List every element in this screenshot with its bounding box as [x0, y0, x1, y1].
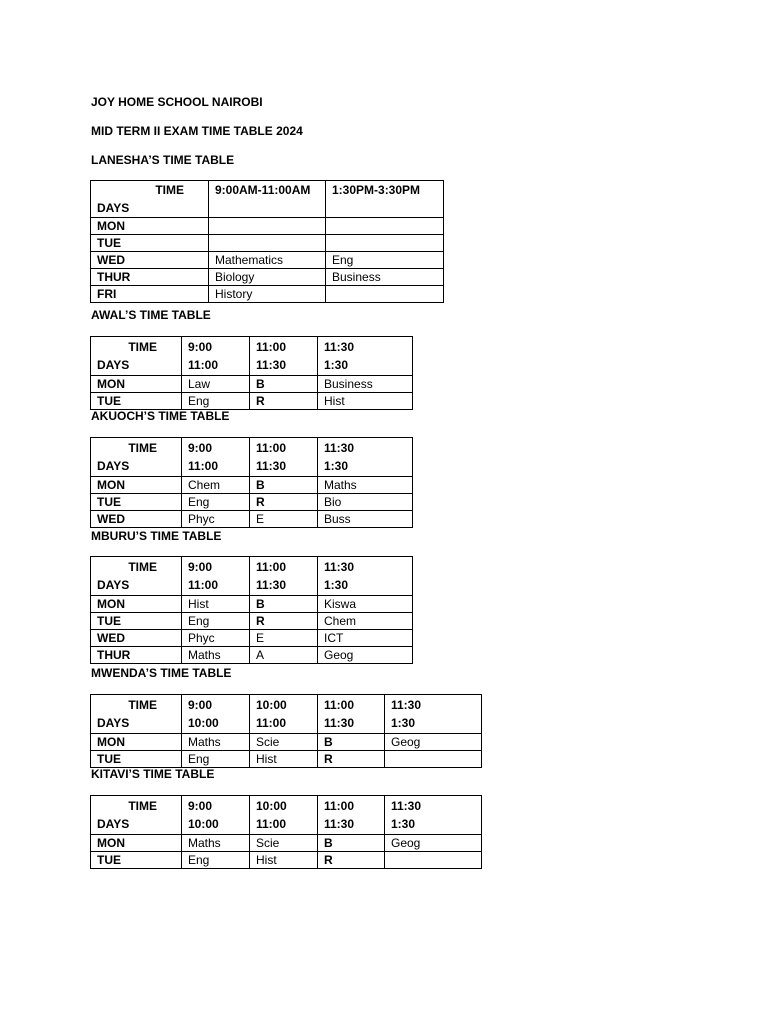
slot-start-time: 9:00: [188, 799, 213, 813]
subject-cell: Hist: [182, 596, 250, 613]
time-slot-header: [182, 337, 250, 376]
subject-cell: R: [250, 613, 318, 630]
subject-cell: [326, 286, 444, 303]
slot-end-time: 10:00: [188, 716, 219, 730]
days-label: DAYS: [97, 817, 130, 831]
timetable-title: AWAL’S TIME TABLE: [91, 308, 211, 322]
subject-cell: Business: [326, 269, 444, 286]
slot-start-time: 9:00: [188, 340, 213, 354]
subject-cell: E: [250, 511, 318, 528]
day-cell: THUR: [91, 269, 209, 286]
time-slot-header: [318, 337, 413, 376]
time-label: TIME: [128, 698, 157, 712]
subject-cell: E: [250, 630, 318, 647]
subject-cell: [209, 235, 326, 252]
header-row: [91, 557, 413, 596]
slot-start-time: 11:00: [256, 560, 287, 574]
slot-start-time: 11:30: [324, 340, 355, 354]
subject-cell: Maths: [182, 647, 250, 664]
slot-start-time: 11:30: [324, 441, 355, 455]
timetable-title: LANESHA’S TIME TABLE: [91, 153, 235, 167]
subject-cell: Scie: [250, 734, 318, 751]
corner-cell: [91, 796, 182, 835]
timetable: [90, 180, 444, 303]
subject-cell: A: [250, 647, 318, 664]
timetable: [90, 795, 482, 869]
table-row: [91, 647, 413, 664]
day-cell: TUE: [91, 613, 182, 630]
subject-cell: Geog: [385, 734, 482, 751]
slot-start-time: 11:00: [256, 441, 287, 455]
days-label: DAYS: [97, 459, 130, 473]
subject-cell: [385, 751, 482, 768]
time-slot-header: [326, 181, 444, 218]
timetable-title: KITAVI’S TIME TABLE: [91, 767, 215, 781]
subject-cell: Maths: [318, 477, 413, 494]
day-cell: MON: [91, 477, 182, 494]
subject-cell: Buss: [318, 511, 413, 528]
subject-cell: Hist: [250, 852, 318, 869]
subject-cell: [209, 218, 326, 235]
day-cell: MON: [91, 734, 182, 751]
subject-cell: [326, 235, 444, 252]
subject-cell: Geog: [385, 835, 482, 852]
day-cell: MON: [91, 596, 182, 613]
slot-end-time: 11:00: [188, 358, 219, 372]
day-cell: MON: [91, 218, 209, 235]
table-row: [91, 751, 482, 768]
slot-end-time: 1:30: [324, 459, 349, 473]
subject-cell: Chem: [182, 477, 250, 494]
time-label: TIME: [128, 441, 157, 455]
time-slot-header: [250, 695, 318, 734]
subject-cell: Biology: [209, 269, 326, 286]
slot-start-time: 11:30: [324, 560, 355, 574]
timetable: [90, 556, 413, 664]
table-row: [91, 235, 444, 252]
header-row: [91, 181, 444, 218]
timetable: [90, 437, 413, 528]
table-row: [91, 286, 444, 303]
slot-start-time: 11:00: [324, 799, 355, 813]
slot-end-time: 11:30: [256, 358, 287, 372]
table-row: [91, 269, 444, 286]
day-cell: THUR: [91, 647, 182, 664]
time-slot-header: [182, 695, 250, 734]
table-row: [91, 477, 413, 494]
subject-cell: Geog: [318, 647, 413, 664]
subject-cell: Hist: [318, 393, 413, 410]
subject-cell: Eng: [182, 613, 250, 630]
days-label: DAYS: [97, 716, 130, 730]
table-row: [91, 613, 413, 630]
slot-end-time: 10:00: [188, 817, 219, 831]
days-label: DAYS: [97, 201, 130, 215]
time-slot-header: [250, 438, 318, 477]
timetable-title: MBURU’S TIME TABLE: [91, 529, 222, 543]
slot-end-time: 11:00: [256, 716, 287, 730]
header-row: [91, 695, 482, 734]
table-row: [91, 494, 413, 511]
slot-start-time: 9:00: [188, 441, 213, 455]
slot-start-time: 11:30: [391, 698, 422, 712]
corner-cell: [91, 695, 182, 734]
slot-start-time: 10:00: [256, 698, 287, 712]
time-label: TIME: [155, 183, 184, 197]
subject-cell: Eng: [182, 393, 250, 410]
slot-end-time: 1:30: [391, 716, 416, 730]
table-row: [91, 218, 444, 235]
subject-cell: Maths: [182, 835, 250, 852]
slot-end-time: 11:30: [324, 817, 355, 831]
slot-end-time: 11:00: [188, 459, 219, 473]
table-row: [91, 252, 444, 269]
time-slot-header: [182, 557, 250, 596]
slot-start-time: 10:00: [256, 799, 287, 813]
time-slot-header: [318, 695, 385, 734]
corner-cell: [91, 557, 182, 596]
subject-cell: R: [250, 393, 318, 410]
subject-cell: B: [318, 835, 385, 852]
timetable: [90, 694, 482, 768]
subject-cell: Eng: [182, 852, 250, 869]
subject-cell: R: [318, 751, 385, 768]
subject-cell: History: [209, 286, 326, 303]
subject-cell: Kiswa: [318, 596, 413, 613]
timetable-title: AKUOCH’S TIME TABLE: [91, 409, 230, 423]
slot-end-time: 1:30: [324, 578, 349, 592]
subject-cell: ICT: [318, 630, 413, 647]
subject-cell: R: [250, 494, 318, 511]
subject-cell: Chem: [318, 613, 413, 630]
slot-end-time: 1:30: [324, 358, 349, 372]
subject-cell: Maths: [182, 734, 250, 751]
header-row: [91, 438, 413, 477]
timetable: [90, 336, 413, 410]
slot-end-time: 1:30: [391, 817, 416, 831]
slot-start-time: 9:00: [188, 698, 213, 712]
time-slot-header: [182, 796, 250, 835]
days-label: DAYS: [97, 358, 130, 372]
day-cell: MON: [91, 835, 182, 852]
slot-start-time: 11:00: [256, 340, 287, 354]
time-slot-label: 1:30PM-3:30PM: [332, 183, 421, 197]
table-row: [91, 393, 413, 410]
time-slot-header: [318, 557, 413, 596]
subject-cell: Business: [318, 376, 413, 393]
corner-cell: [91, 181, 209, 218]
table-row: [91, 596, 413, 613]
slot-start-time: 11:00: [324, 698, 355, 712]
time-slot-header: [250, 337, 318, 376]
subject-cell: Phyc: [182, 511, 250, 528]
subject-cell: Bio: [318, 494, 413, 511]
time-slot-header: [318, 438, 413, 477]
subject-cell: B: [250, 596, 318, 613]
slot-end-time: 11:30: [256, 459, 287, 473]
slot-start-time: 9:00: [188, 560, 213, 574]
subject-cell: Mathematics: [209, 252, 326, 269]
time-slot-header: [250, 557, 318, 596]
school-name: JOY HOME SCHOOL NAIROBI: [91, 95, 263, 109]
slot-start-time: 11:30: [391, 799, 422, 813]
subject-cell: B: [250, 477, 318, 494]
time-slot-header: [209, 181, 326, 218]
time-label: TIME: [128, 560, 157, 574]
day-cell: FRI: [91, 286, 209, 303]
subject-cell: B: [318, 734, 385, 751]
time-slot-header: [318, 796, 385, 835]
table-row: [91, 734, 482, 751]
exam-title: MID TERM II EXAM TIME TABLE 2024: [91, 124, 303, 138]
day-cell: TUE: [91, 751, 182, 768]
days-label: DAYS: [97, 578, 130, 592]
day-cell: MON: [91, 376, 182, 393]
time-slot-header: [385, 796, 482, 835]
table-row: [91, 511, 413, 528]
corner-cell: [91, 337, 182, 376]
time-slot-header: [182, 438, 250, 477]
timetable-title: MWENDA’S TIME TABLE: [91, 666, 232, 680]
day-cell: TUE: [91, 393, 182, 410]
table-row: [91, 630, 413, 647]
time-label: TIME: [128, 340, 157, 354]
time-slot-label: 9:00AM-11:00AM: [215, 183, 311, 197]
day-cell: WED: [91, 630, 182, 647]
subject-cell: Eng: [182, 751, 250, 768]
time-slot-header: [385, 695, 482, 734]
header-row: [91, 796, 482, 835]
header-row: [91, 337, 413, 376]
subject-cell: Eng: [326, 252, 444, 269]
subject-cell: [385, 852, 482, 869]
subject-cell: B: [250, 376, 318, 393]
slot-end-time: 11:00: [188, 578, 219, 592]
day-cell: TUE: [91, 235, 209, 252]
slot-end-time: 11:30: [324, 716, 355, 730]
subject-cell: Eng: [182, 494, 250, 511]
subject-cell: [326, 218, 444, 235]
corner-cell: [91, 438, 182, 477]
day-cell: WED: [91, 252, 209, 269]
day-cell: WED: [91, 511, 182, 528]
table-row: [91, 835, 482, 852]
slot-end-time: 11:00: [256, 817, 287, 831]
subject-cell: Phyc: [182, 630, 250, 647]
time-label: TIME: [128, 799, 157, 813]
table-row: [91, 852, 482, 869]
day-cell: TUE: [91, 494, 182, 511]
table-row: [91, 376, 413, 393]
slot-end-time: 11:30: [256, 578, 287, 592]
subject-cell: Law: [182, 376, 250, 393]
day-cell: TUE: [91, 852, 182, 869]
subject-cell: Scie: [250, 835, 318, 852]
subject-cell: Hist: [250, 751, 318, 768]
subject-cell: R: [318, 852, 385, 869]
time-slot-header: [250, 796, 318, 835]
